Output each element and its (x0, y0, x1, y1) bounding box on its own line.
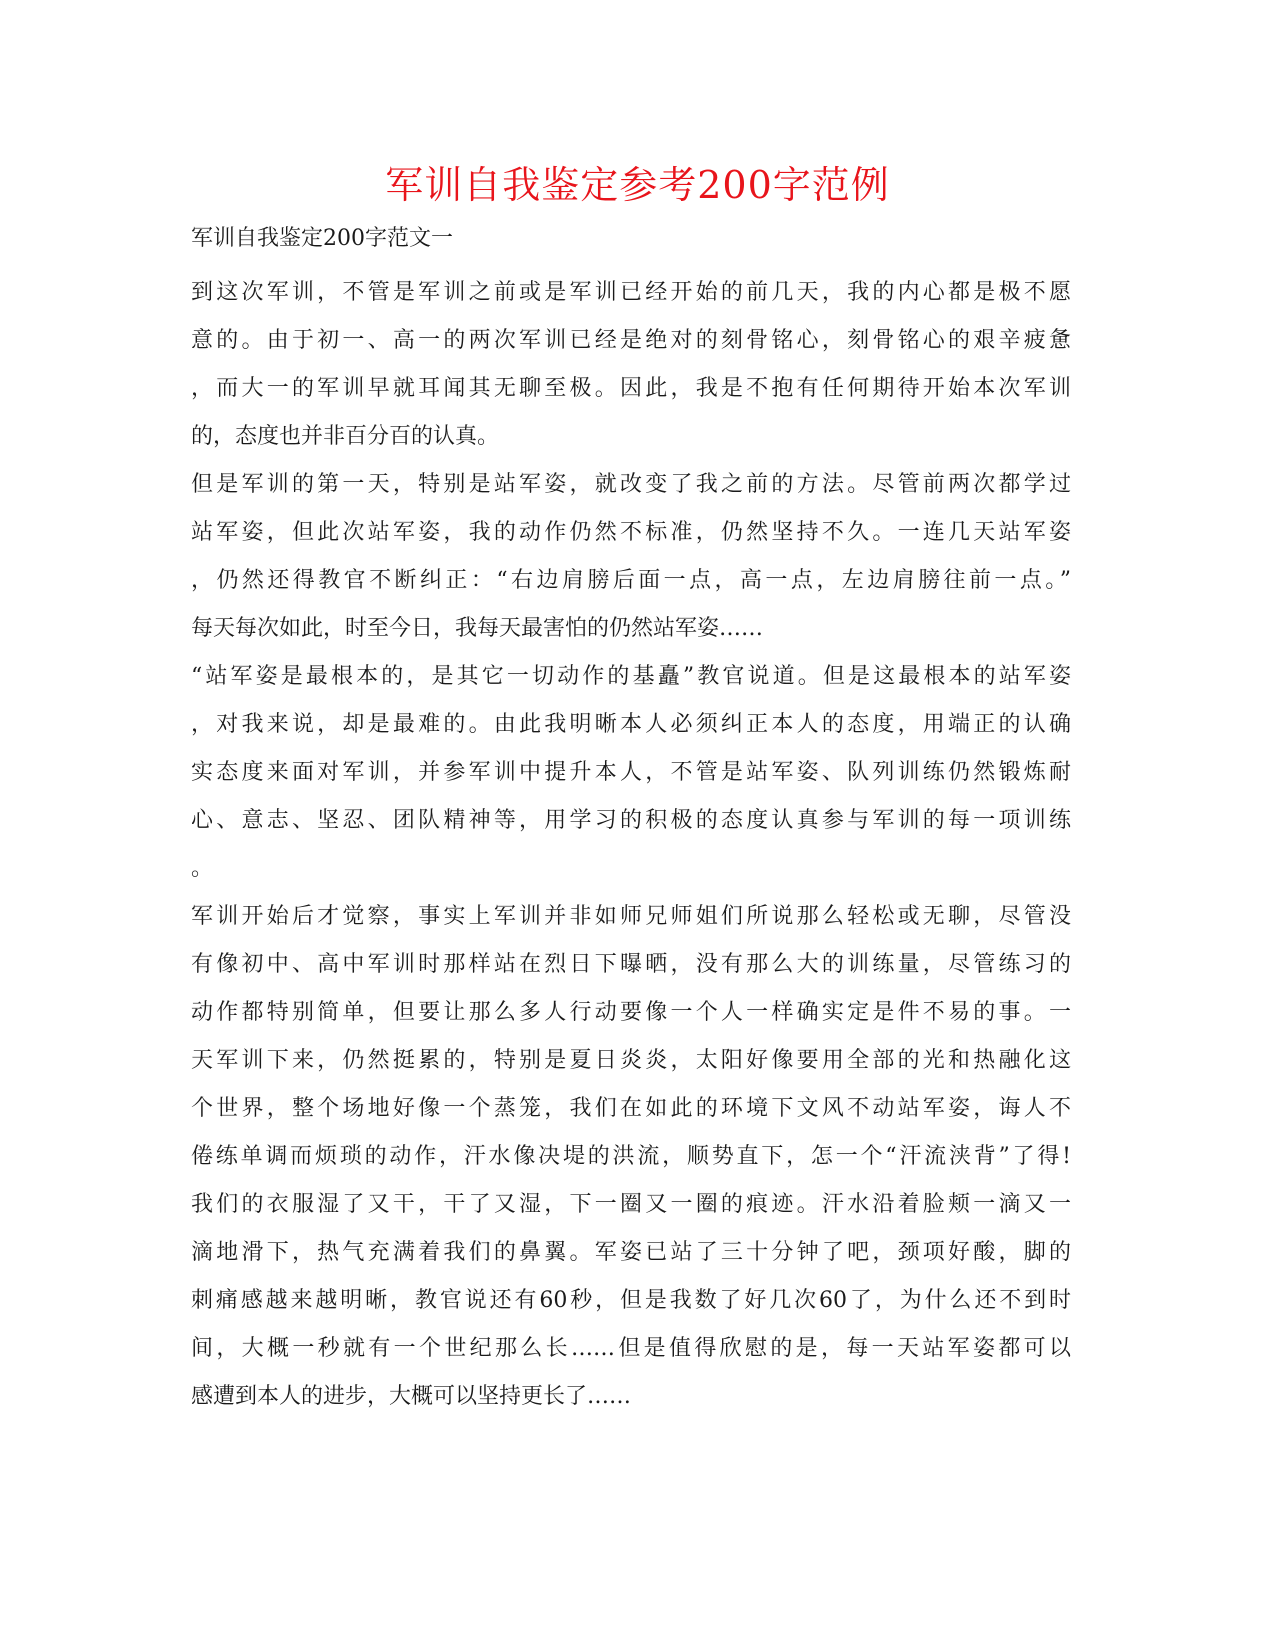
text-line: 意的。由于初一、高一的两次军训已经是绝对的刻骨铭心，刻骨铭心的艰辛疲惫 (191, 328, 1071, 353)
text-line: 动作都特别简单，但要让那么多人行动要像一个人一样确实定是件不易的事。一 (191, 1000, 1071, 1025)
text-line: 有像初中、高中军训时那样站在烈日下曝晒，没有那么大的训练量，尽管练习的 (191, 952, 1071, 977)
text-line: 但是军训的第一天，特别是站军姿，就改变了我之前的方法。尽管前两次都学过 (191, 472, 1071, 497)
text-line: 军训开始后才觉察，事实上军训并非如师兄师姐们所说那么轻松或无聊，尽管没 (191, 904, 1071, 929)
text-line: 每天每次如此，时至今日，我每天最害怕的仍然站军姿…… (191, 616, 764, 641)
text-line: “站军姿是最根本的，是其它一切动作的基矗”教官说道。但是这最根本的站军姿 (191, 664, 1071, 689)
text-line: ，而大一的军训早就耳闻其无聊至极。因此，我是不抱有任何期待开始本次军训 (191, 376, 1071, 401)
text-line: 天军训下来，仍然挺累的，特别是夏日炎炎，太阳好像要用全部的光和热融化这 (191, 1048, 1071, 1073)
text-line: 刺痛感越来越明晰，教官说还有60秒，但是我数了好几次60了，为什么还不到时 (191, 1288, 1071, 1313)
text-line: 的，态度也并非百分百的认真。 (191, 424, 500, 449)
text-line: 。 (191, 856, 214, 881)
text-line: 心、意志、坚忍、团队精神等，用学习的积极的态度认真参与军训的每一项训练 (191, 808, 1071, 833)
text-line: 倦练单调而烦琐的动作，汗水像决堤的洪流，顺势直下，怎一个“汗流浃背”了得! (191, 1144, 1071, 1169)
text-line: 到这次军训，不管是军训之前或是军训已经开始的前几天，我的内心都是极不愿 (191, 280, 1071, 305)
text-line: 个世界，整个场地好像一个蒸笼，我们在如此的环境下文风不动站军姿，诲人不 (191, 1096, 1071, 1121)
document-title: 军训自我鉴定参考200字范例 (385, 163, 890, 207)
text-line: 实态度来面对军训，并参军训中提升本人，不管是站军姿、队列训练仍然锻炼耐 (191, 760, 1071, 785)
text-line: 滴地滑下，热气充满着我们的鼻翼。军姿已站了三十分钟了吧，颈项好酸，脚的 (191, 1240, 1071, 1265)
text-line: 间，大概一秒就有一个世纪那么长……但是值得欣慰的是，每一天站军姿都可以 (191, 1336, 1071, 1361)
text-line: ，对我来说，却是最难的。由此我明晰本人必须纠正本人的态度，用端正的认确 (191, 712, 1071, 737)
text-line: ，仍然还得教官不断纠正：“右边肩膀后面一点，高一点，左边肩膀往前一点。” (191, 568, 1071, 593)
text-line: 我们的衣服湿了又干，干了又湿，下一圈又一圈的痕迹。汗水沿着脸颊一滴又一 (191, 1192, 1071, 1217)
text-line: 感遭到本人的进步，大概可以坚持更长了…… (191, 1384, 632, 1409)
text-line: 站军姿，但此次站军姿，我的动作仍然不标准，仍然坚持不久。一连几天站军姿 (191, 520, 1071, 545)
document-body (191, 269, 1071, 1421)
section-subtitle: 军训自我鉴定200字范文一 (191, 226, 453, 251)
